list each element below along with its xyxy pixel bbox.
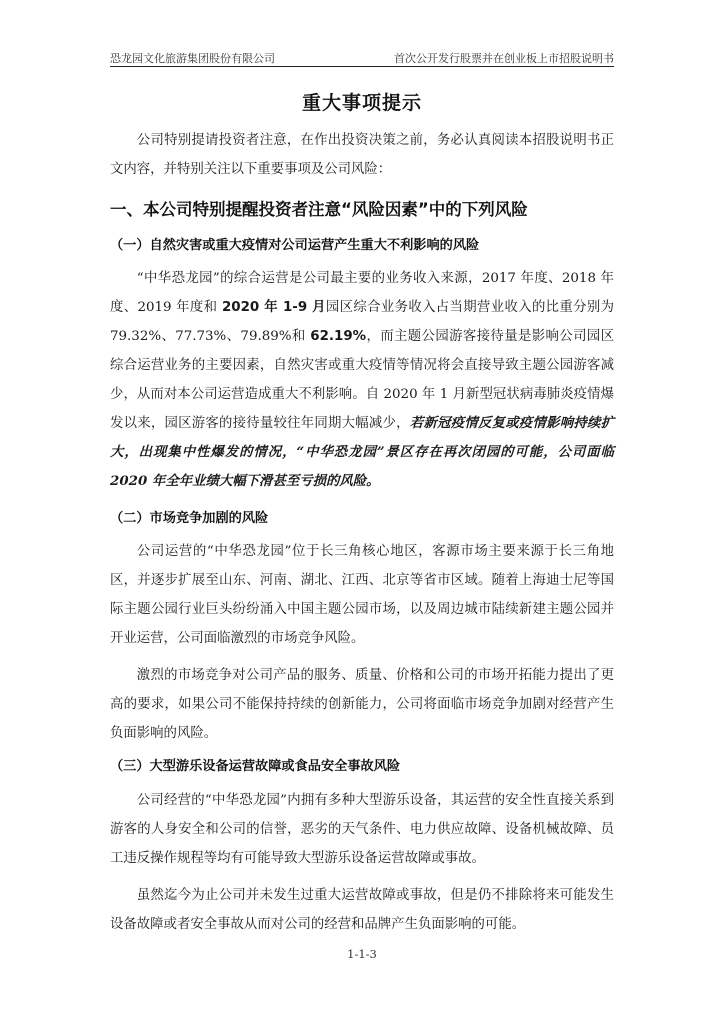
subsection-3-paragraph-1: 公司经营的“中华恐龙园”内拥有多种大型游乐设备，其运营的安全性直接关系到游客的人身安全和公司的信誉，恶劣的天气条件、电力供应故障、设备机械故障、员工违反操作规程等均有可能导致大型游乐设备运营故障或事故。 [110,793,614,866]
subsection-3-paragraph-2: 虽然迄今为止公司并未发生过重大运营故障或事故，但是仍不排除将来可能发生设备故障或者安全事故从而对公司的经营和品牌产生负面影响的可能。 [110,888,614,932]
subsection-2-body [110,537,614,748]
section-1-heading: 一、本公司特别提醒投资者注意“风险因素”中的下列风险 [110,200,528,219]
subsection-1-paragraph [110,264,614,496]
subsection-3-body [110,786,614,939]
subsection-1-heading: （一）自然灾害或重大疫情对公司运营产生重大不利影响的风险 [110,238,480,253]
emphasized-risk-text: 若新冠疫情反复或疫情影响持续扩大，出现集中性爆发的情况，“中华恐龙园”景区存在再次闭园的可能，公司面临 2020 年全年业绩大幅下滑甚至亏损的风险。 [110,415,615,489]
intro-block [110,126,614,184]
subsection-2-heading-block [110,508,614,530]
subsection-2-heading: （二）市场竞争加剧的风险 [110,511,269,526]
page-number: 1-1-3 [347,947,377,961]
page-title: 重大事项提示 [301,92,422,114]
subsection-1-body [110,264,614,496]
section-1-heading-block [110,198,614,222]
subsection-1-heading-block [110,235,614,257]
subsection-2-paragraph-1: 公司运营的“中华恐龙园”位于长三角核心地区，客源市场主要来源于长三角地区，并逐步扩展至山东、河南、湖北、江西、北京等省市区域。随着上海迪士尼等国际主题公园行业巨头纷纷涌入中国主题公园市场，以及周边城市陆续新建主题公园并开业运营，公司面临激烈的市场竞争风险。 [110,544,614,646]
text-run: ，而主题公园游客接待量是影响公司园区综合运营业务的主要因素，自然灾害或重大疫情等情况将会直接导致主题公园游客减少，从而对本公司运营造成重大不利影响。自 2020 年 1 月新型冠状病毒肺炎疫情爆发以来，园区游客的接待量较往年同期大幅减少， [110,329,615,431]
bold-period: 2020 年 1-9 月 [221,300,326,315]
running-header [110,50,614,67]
subsection-3-heading: （三）大型游乐设备运营故障或食品安全事故风险 [110,759,401,774]
header-document-title: 首次公开发行股票并在创业板上市招股说明书 [394,52,614,65]
intro-paragraph: 公司特别提请投资者注意，在作出投资决策之前，务必认真阅读本招股说明书正文内容，并特别关注以下重要事项及公司风险： [110,133,614,177]
subsection-2-paragraph-2: 激烈的市场竞争对公司产品的服务、质量、价格和公司的市场开拓能力提出了更高的要求，如果公司不能保持持续的创新能力，公司将面临市场竞争加剧对经营产生负面影响的风险。 [110,668,614,741]
text-run: “中华恐龙园”的综合运营是公司最主要的业务收入来源，2017 年度、2018 年度、2019 年度和 [110,271,614,315]
subsection-3-heading-block [110,756,614,778]
text-run: 园区综合业务收入占当期营业收入的比重分别为 79.32%、77.73%、79.89%和 [110,300,615,344]
bold-percentage: 62.19% [310,329,367,344]
header-company-name: 恐龙园文化旅游集团股份有限公司 [110,52,275,65]
